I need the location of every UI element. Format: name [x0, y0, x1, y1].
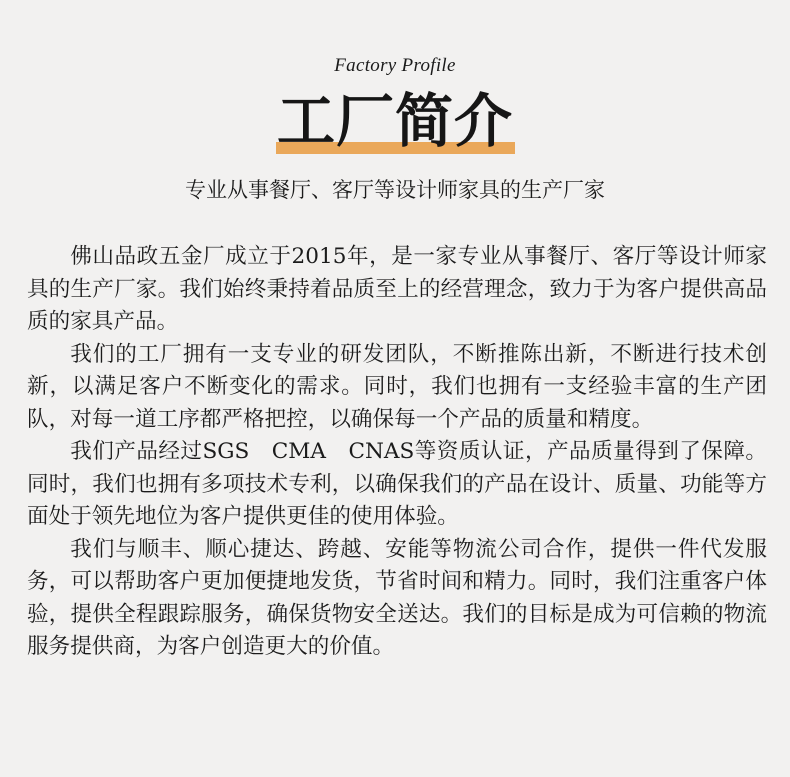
english-subtitle: Factory Profile: [334, 55, 456, 76]
paragraph-team: 我们的工厂拥有一支专业的研发团队，不断推陈出新，不断进行技术创新，以满足客户不断变化的需求。同时，我们也拥有一支经验丰富的生产团队，对每一道工序都严格把控，以确保每一个产品的质量和精度。: [27, 341, 767, 432]
tagline: 专业从事餐厅、客厅等设计师家具的生产厂家: [185, 178, 605, 202]
page-title: 工厂简介: [276, 87, 513, 155]
paragraph-logistics: 我们与顺丰、顺心捷达、跨越、安能等物流公司合作，提供一件代发服务，可以帮助客户更加便捷地发货，节省时间和精力。同时，我们注重客户体验，提供全程跟踪服务，确保货物安全送达。我们的目标是成为可信赖的物流服务提供商，为客户创造更大的价值。: [27, 536, 767, 659]
profile-body: [27, 241, 767, 664]
paragraph-intro: 佛山品政五金厂成立于2015年，是一家专业从事餐厅、客厅等设计师家具的生产厂家。我们始终秉持着品质至上的经营理念，致力于为客户提供高品质的家具产品。: [27, 244, 767, 334]
paragraph-certification: 我们产品经过SGS CMA CNAS等资质认证，产品质量得到了保障。同时，我们也拥有多项技术专利，以确保我们的产品在设计、质量、功能等方面处于领先地位为客户提供更佳的使用体验。: [27, 439, 767, 529]
title-block: [0, 86, 790, 166]
